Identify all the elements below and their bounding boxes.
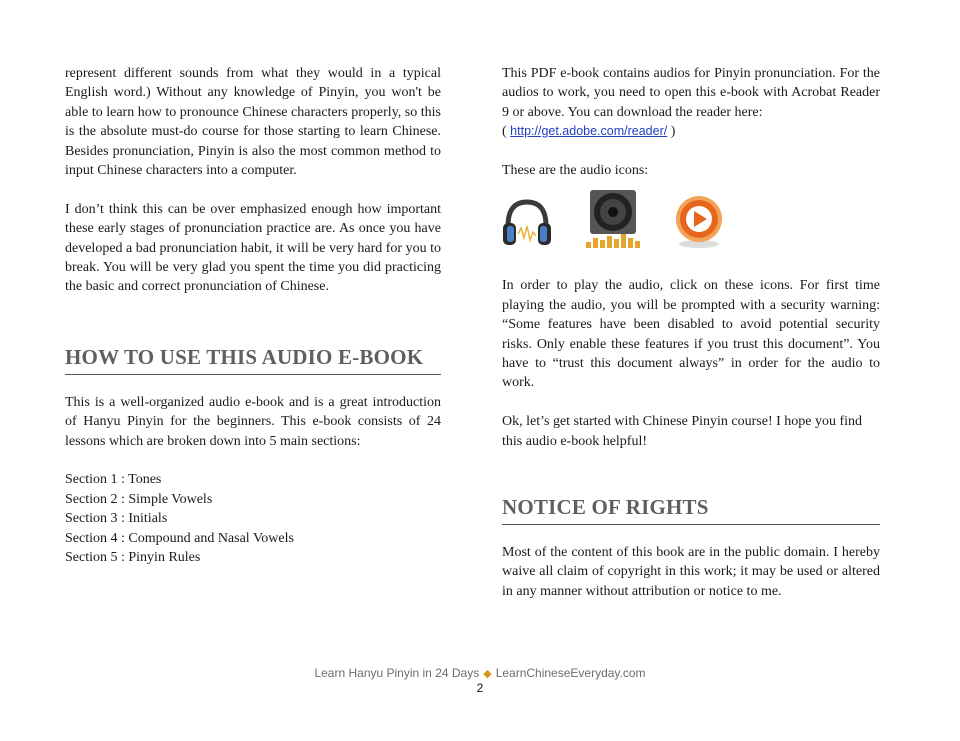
audio-icons-row: [502, 188, 880, 266]
diamond-icon: ◆: [483, 668, 492, 680]
right-column: [502, 64, 880, 601]
left-column: [65, 64, 441, 568]
heading-notice-of-rights: NOTICE OF RIGHTS: [502, 495, 880, 525]
section-item: Section 5 : Pinyin Rules: [65, 550, 201, 566]
play-button-icon[interactable]: [672, 194, 726, 250]
page-footer: [0, 666, 960, 680]
footer-book-title: Learn Hanyu Pinyin in 24 Days: [314, 666, 480, 680]
left-paragraph-3: This is a well-organized audio e-book and is a great introduction of Hanyu Pinyin for the beginners. This e-book consists of 24 lessons which are broken down into 5 main sections:: [65, 394, 441, 449]
right-paragraph-2: These are the audio icons:: [502, 163, 649, 179]
headphones-icon[interactable]: [502, 196, 552, 248]
section-item: Section 1 : Tones: [65, 472, 162, 488]
right-paragraph-1: This PDF e-book contains audios for Pinyin pronunciation. For the audios to work, you need to open this e-book with Acrobat Reader 9 or above. You can download the reader here:: [502, 66, 880, 120]
section-item: Section 4 : Compound and Nasal Vowels: [65, 530, 294, 546]
right-paragraph-4: Ok, let’s get started with Chinese Pinyin course! I hope you find this audio e-book helpful!: [502, 414, 863, 449]
page-number: 2: [476, 681, 484, 695]
left-paragraph-1: represent different sounds from what they would in a typical English word.) Without any knowledge of Pinyin, you won't be able to learn how to pronounce Chinese characters properly, so this is the absolute must-do course for those starting to learn Chinese. Besides pronunciation, Pinyin is also the most common method to input Chinese characters into a computer.: [65, 66, 441, 179]
download-link-line: [502, 122, 880, 141]
link-open-paren: (: [502, 124, 511, 140]
right-paragraph-5: Most of the content of this book are in the public domain. I hereby waive all claim of copyright in this work; it may be used or altered in any manner without attribution or notice to me.: [502, 545, 880, 599]
speaker-icon[interactable]: [584, 188, 642, 250]
heading-how-to-use: HOW TO USE THIS AUDIO E-BOOK: [65, 345, 441, 375]
adobe-reader-link[interactable]: http://get.adobe.com/reader/: [510, 124, 668, 139]
footer-website: LearnChineseEveryday.com: [495, 666, 646, 680]
left-paragraph-2: I don’t think this can be over emphasized enough how important these early stages of pronunciation practice are. As once you have developed a bad pronunciation habit, it will be very hard for you to break. You will be very glad you spent the time you did practicing the basic and correct pronunciation of Chinese.: [65, 201, 441, 295]
link-close-paren: ): [667, 124, 676, 140]
section-list: [65, 470, 441, 567]
section-item: Section 3 : Initials: [65, 511, 168, 527]
right-paragraph-3: In order to play the audio, click on these icons. For first time playing the audio, you will be prompted with a security warning: “Some features have been disabled to avoid potential security risks. Only enable these features if you trust this document”. You have to “trust this document always” in order for the audio to work.: [502, 278, 880, 391]
section-item: Section 2 : Simple Vowels: [65, 491, 213, 507]
